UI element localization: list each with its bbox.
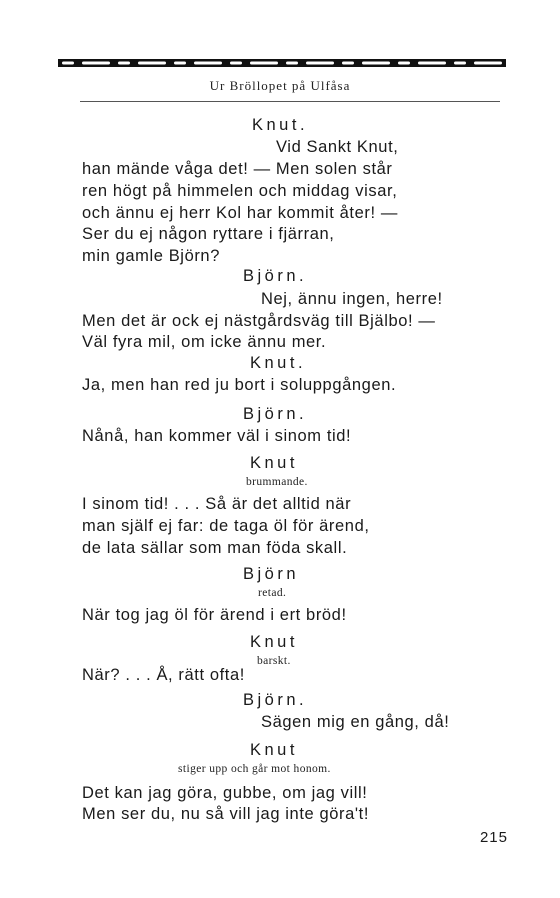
verse-line: Väl fyra mil, om icke ännu mer. — [82, 333, 327, 351]
verse-line: Nånå, han kommer väl i sinom tid! — [82, 427, 352, 445]
stage-direction: barskt. — [257, 655, 291, 667]
verse-line: han mände våga det! — Men solen står — [82, 160, 393, 178]
verse-line: Sägen mig en gång, då! — [261, 713, 450, 731]
speaker-name: Björn. — [243, 267, 308, 285]
verse-line: När tog jag öl för ärend i ert bröd! — [82, 606, 347, 624]
speaker-name: Björn — [243, 565, 300, 583]
stage-direction: brummande. — [246, 476, 308, 488]
verse-line: man själf ej far: de taga öl för ärend, — [82, 517, 370, 535]
speaker-name: Björn. — [243, 691, 308, 709]
verse-line: När? . . . Å, rätt ofta! — [82, 666, 245, 684]
speaker-name: Knut — [250, 633, 298, 651]
stage-direction: stiger upp och går mot honom. — [178, 763, 331, 775]
speaker-name: Knut — [250, 454, 298, 472]
verse-line: Men det är ock ej nästgårdsväg till Bjälbo! — — [82, 312, 436, 330]
verse-line: och ännu ej herr Kol har kommit åter! — — [82, 204, 398, 222]
verse-line: min gamle Björn? — [82, 247, 220, 265]
verse-line: I sinom tid! . . . Så är det alltid när — [82, 495, 352, 513]
speaker-name: Björn. — [243, 405, 308, 423]
page-number: 215 — [479, 829, 508, 846]
header-ornament — [58, 58, 506, 68]
verse-line: Det kan jag göra, gubbe, om jag vill! — [82, 784, 368, 802]
stage-direction: retad. — [258, 587, 287, 599]
running-head: Ur Bröllopet på Ulfåsa — [209, 78, 351, 93]
speaker-name: Knut. — [252, 116, 309, 134]
verse-line: Ser du ej någon ryttare i fjärran, — [82, 225, 335, 243]
verse-line: ren högt på himmelen och middag visar, — [82, 182, 398, 200]
speaker-name: Knut — [250, 741, 298, 759]
verse-line: Vid Sankt Knut, — [276, 138, 399, 156]
verse-line: de lata sällar som man föda skall. — [82, 539, 348, 557]
speaker-name: Knut. — [250, 354, 307, 372]
header-rule — [80, 101, 500, 102]
verse-line: Nej, ännu ingen, herre! — [261, 290, 443, 308]
verse-line: Men ser du, nu så vill jag inte göra't! — [82, 805, 370, 823]
verse-line: Ja, men han red ju bort i soluppgången. — [82, 376, 397, 394]
